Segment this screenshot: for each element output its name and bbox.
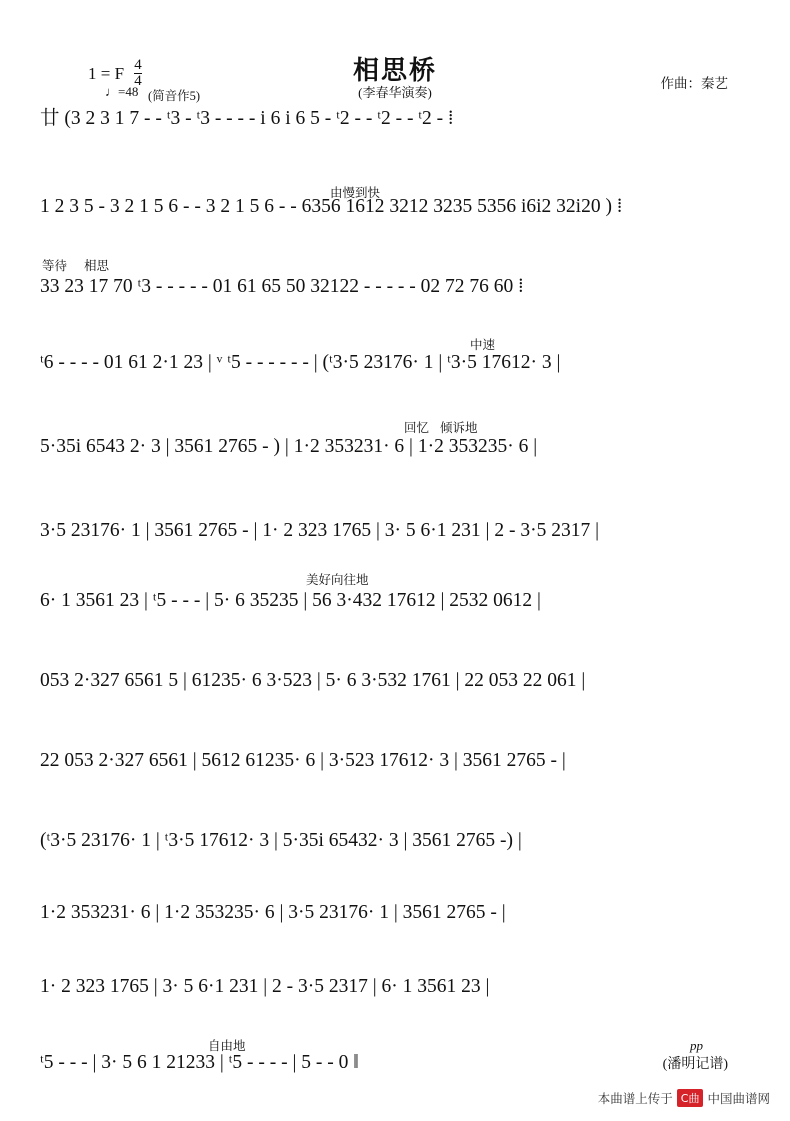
music-line-1 [40, 104, 752, 150]
music-line-3 [40, 272, 752, 318]
annotation-waiting: 等待 [42, 258, 68, 273]
dynamic-pp: pp [690, 1038, 703, 1053]
performer-subtitle: (李春华演奏) [358, 85, 432, 100]
annotation-narrate: 倾诉地 [440, 420, 478, 435]
music-line-13 [40, 1048, 752, 1094]
upload-prefix-label: 本曲谱上传于 [597, 1092, 673, 1106]
score-header [0, 0, 790, 110]
page-title: 相思桥 [352, 56, 437, 86]
music-line-6 [40, 516, 752, 562]
composer-credit: 作曲：秦艺 [660, 76, 728, 91]
music-line-12 [40, 972, 752, 1018]
key-label: 1 = F [88, 64, 125, 83]
meter-numerator: 4 [134, 57, 142, 73]
notation-text: 1·2 353231· 6 | 1·2 353235· 6 | 3·5 23176· 1 | 3561 2765 - | [40, 902, 506, 923]
simple-note-marking: (简音作5) [148, 89, 201, 103]
music-line-2 [40, 192, 752, 238]
annotation-longing: 相思 [84, 258, 110, 273]
site-name-link[interactable]: 中国曲谱网 [707, 1092, 770, 1106]
music-line-8 [40, 666, 752, 712]
notation-text: ᵗ5 - - - | 3· 5 6 1 21233 | ᵗ5 - - - - | 5 - - 0 ‖ [40, 1052, 359, 1073]
annotation-freely: 自由地 [208, 1038, 246, 1053]
notation-text: 廿 (3 2 3 1 7 - - ᵗ3 - ᵗ3 - - - - i 6 i 6 5 - ᵗ2 - - ᵗ2 - - ᵗ2 - ⁞ [40, 108, 454, 129]
notation-text: 22 053 2·327 6561 | 5612 61235· 6 | 3·523 17612· 3 | 3561 2765 - | [40, 750, 566, 771]
notation-text: ᵗ6 - - - - 01 61 2·1 23 | ᵛ ᵗ5 - - - - - - | (ᵗ3·5 23176· 1 | ᵗ3·5 17612· 3 | [40, 352, 561, 373]
music-line-7 [40, 586, 752, 632]
notation-text: 1 2 3 5 - 3 2 1 5 6 - - 3 2 1 5 6 - - 6356 1612 3212 3235 5356 i6i2 32i20 ) ⁞ [40, 196, 623, 217]
annotation-recall: 回忆 [404, 420, 430, 435]
tempo-marking: ♩=48 [105, 84, 139, 99]
music-line-11 [40, 898, 752, 944]
annotation-slow-to-fast: 由慢到快 [330, 185, 381, 200]
annotation-medium-speed: 中速 [470, 337, 496, 352]
music-line-4 [40, 348, 752, 394]
notation-text: 6· 1 3561 23 | ᵗ5 - - - | 5· 6 35235 | 56 3·432 17612 | 2532 0612 | [40, 590, 541, 611]
notation-text: 1· 2 323 1765 | 3· 5 6·1 231 | 2 - 3·5 2317 | 6· 1 3561 23 | [40, 976, 490, 997]
music-line-5 [40, 432, 752, 478]
upload-credit [598, 1089, 770, 1107]
transcriber-credit: (潘明记谱) [662, 1057, 728, 1072]
notation-text: (ᵗ3·5 23176· 1 | ᵗ3·5 17612· 3 | 5·35i 65432· 3 | 3561 2765 -) | [40, 830, 522, 851]
annotation-beautiful-yearning: 美好向往地 [306, 572, 369, 587]
music-line-10 [40, 826, 752, 872]
notation-text: 053 2·327 6561 5 | 61235· 6 3·523 | 5· 6 3·532 1761 | 22 053 22 061 | [40, 670, 586, 691]
music-line-9 [40, 746, 752, 792]
meter-denominator: 4 [134, 73, 142, 89]
notation-text: 3·5 23176· 1 | 3561 2765 - | 1· 2 323 1765 | 3· 5 6·1 231 | 2 - 3·5 2317 | [40, 520, 599, 541]
notation-text: 5·35i 6543 2· 3 | 3561 2765 - ) | 1·2 353231· 6 | 1·2 353235· 6 | [40, 436, 538, 457]
notation-text: 33 23 17 70 ᵗ3 - - - - - 01 61 65 50 32122 - - - - - 02 72 76 60 ⁞ [40, 276, 524, 297]
site-logo-icon: C曲 [677, 1089, 704, 1107]
